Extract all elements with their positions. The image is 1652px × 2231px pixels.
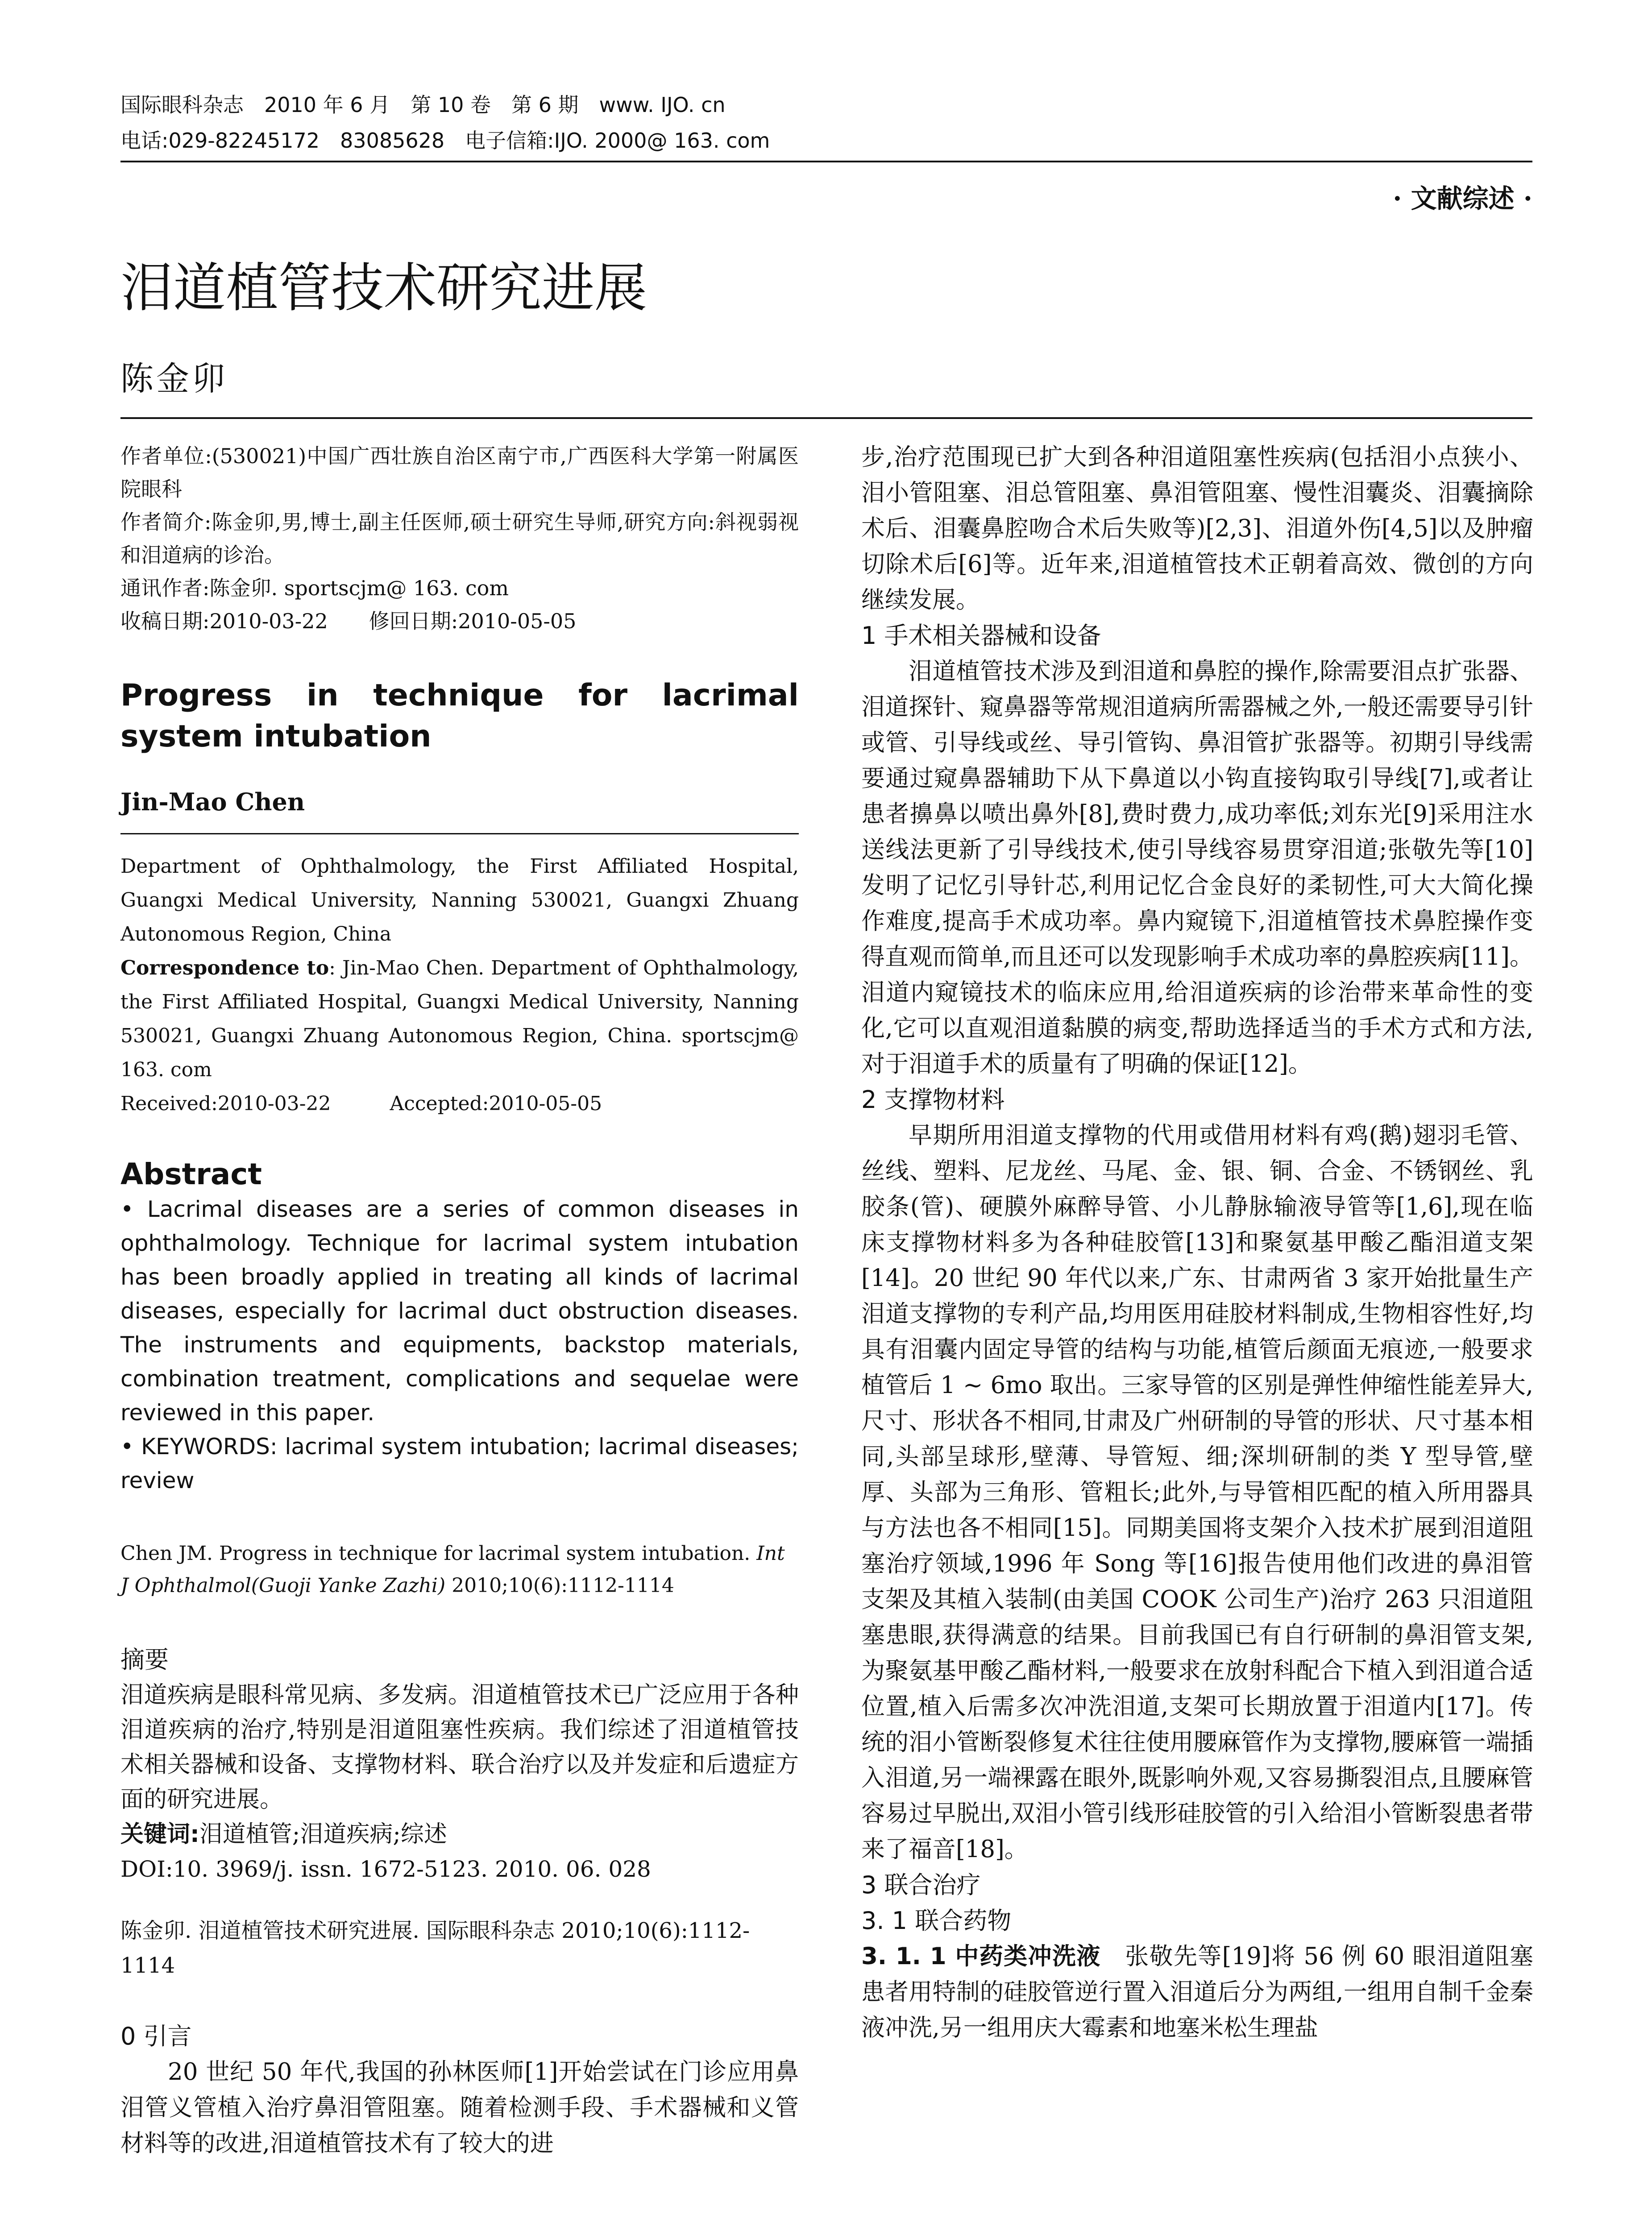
section-3-1-1-label: 3. 1. 1 中药类冲洗液 bbox=[861, 1943, 1101, 1970]
section-3-1-1-text: 张敬先等[19]将 56 例 60 眼泪道阻塞患者用特制的硅胶管逆行置入泪道后分为两组,一组用自制千金秦液冲洗,另一组用庆大霉素和地塞米松生理盐 bbox=[861, 1943, 1533, 2041]
section-1-paragraph: 泪道植管技术涉及到泪道和鼻腔的操作,除需要泪点扩张器、泪道探针、窥鼻器等常规泪道病所需器械之外,一般还需要导引针或管、引导线或丝、导引管钩、鼻泪管扩张器等。初期引导线需要通过窥鼻器辅助下从下鼻道以小钩直接钩取引导线[7],或者让患者擤鼻以喷出鼻外[8],费时费力,成功率低;刘东光[9]采用注水送线法更新了引导线技术,使引导线容易贯穿泪道;张敬先等[10]发明了记忆引导针芯,利用记忆合金良好的柔韧性,可大大简化操作难度,提高手术成功率。鼻内窥镜下,泪道植管技术鼻腔操作变得直观而简单,而且还可以发现影响手术成功率的鼻腔疾病[11]。泪道内窥镜技术的临床应用,给泪道疾病的诊治带来革命性的变化,它可以直观泪道黏膜的病变,帮助选择适当的手术方式和方法,对于泪道手术的质量有了明确的保证[12]。 bbox=[861, 658, 1533, 1078]
journal-header-line1: 国际眼科杂志 2010 年 6 月 第 10 卷 第 6 期 www. IJO. cn bbox=[120, 93, 726, 117]
section-3-heading: 3 联合治疗 bbox=[861, 1871, 981, 1899]
abstract-text: • Lacrimal diseases are a series of common diseases in ophthalmology. Technique for lacrimal system intubation has been broadly applied in treating all kinds of lacrimal diseases, especially for lacrimal duct obstruction diseases. The instruments and equipments, backstop materials, combination treatment, complications and sequelae were reviewed in this paper. bbox=[120, 1196, 799, 1426]
left-column bbox=[120, 440, 799, 2161]
citation-tail: 2010;10(6):1112-1114 bbox=[445, 1574, 674, 1597]
correspondence-label: Correspondence to bbox=[120, 957, 329, 979]
article-title: 泪道植管技术研究进展 bbox=[120, 257, 648, 319]
title-rule bbox=[120, 417, 1532, 419]
english-title bbox=[120, 675, 799, 757]
citation-plain: Chen JM. Progress in technique for lacrimal system intubation. bbox=[120, 1542, 757, 1565]
right-column bbox=[861, 440, 1533, 2046]
english-citation bbox=[120, 1538, 799, 1602]
chinese-abstract-text: 泪道疾病是眼科常见病、多发病。泪道植管技术已广泛应用于各种泪道疾病的治疗,特别是泪道阻塞性疾病。我们综述了泪道植管技术相关器械和设备、支撑物材料、联合治疗以及并发症和后遗症方面的研究进展。 bbox=[120, 1682, 799, 1813]
english-keywords: • KEYWORDS: lacrimal system intubation; lacrimal diseases; review bbox=[120, 1434, 799, 1493]
english-affiliation: Department of Ophthalmology, the First Affiliated Hospital, Guangxi Medical University, Nanning 530021, Guangxi Zhuang Autonomous Region, China bbox=[120, 855, 799, 945]
english-dates: Received:2010-03-22 Accepted:2010-05-05 bbox=[120, 1092, 602, 1115]
english-rule bbox=[120, 833, 799, 834]
chinese-keywords-label: 关键词: bbox=[120, 1821, 199, 1848]
correspondence-text: : Jin-Mao Chen. Department of Ophthalmology, the First Affiliated Hospital, Guangxi Medical University, Nanning 530021, Guangxi Zhuang Autonomous Region, China. sportscjm@ 163. com bbox=[120, 957, 799, 1081]
citation-journal: Int J Ophthalmol(Guoji Yanke Zazhi) bbox=[120, 1542, 785, 1597]
chinese-keywords bbox=[120, 1817, 799, 1852]
english-correspondence bbox=[120, 951, 799, 1087]
header-rule bbox=[120, 161, 1532, 162]
section-1-heading: 1 手术相关器械和设备 bbox=[861, 622, 1101, 650]
intro-paragraph: 20 世纪 50 年代,我国的孙林医师[1]开始尝试在门诊应用鼻泪管义管植入治疗鼻泪管阻塞。随着检测手段、手术器械和义管材料等的改进,泪道植管技术有了较大的进 bbox=[120, 2058, 799, 2157]
received-dates: 收稿日期:2010-03-22 修回日期:2010-05-05 bbox=[120, 609, 577, 633]
article-author: 陈金卯 bbox=[120, 360, 228, 398]
author-unit: 作者单位:(530021)中国广西壮族自治区南宁市,广西医科大学第一附属医院眼科 bbox=[120, 444, 799, 501]
section-2-heading: 2 支撑物材料 bbox=[861, 1086, 1005, 1114]
corresponding-author: 通讯作者:陈金卯. sportscjm@ 163. com bbox=[120, 576, 509, 600]
intro-continued: 步,治疗范围现已扩大到各种泪道阻塞性疾病(包括泪小点狭小、泪小管阻塞、泪总管阻塞、鼻泪管阻塞、慢性泪囊炎、泪囊摘除术后、泪囊鼻腔吻合术后失败等)[2,3]、泪道外伤[4,5]以及肿瘤切除术后[6]等。近年来,泪道植管技术正朝着高效、微创的方向继续发展。 bbox=[861, 444, 1533, 614]
english-author: Jin-Mao Chen bbox=[120, 788, 305, 816]
journal-header-line2: 电话:029-82245172 83085628 电子信箱:IJO. 2000@ 163. com bbox=[120, 129, 770, 153]
chinese-keywords-text: 泪道植管;泪道疾病;综述 bbox=[199, 1821, 447, 1848]
english-title-line2: system intubation bbox=[120, 719, 432, 754]
author-bio: 作者简介:陈金卯,男,博士,副主任医师,硕士研究生导师,研究方向:斜视弱视和泪道病的诊治。 bbox=[120, 510, 799, 567]
abstract-heading: Abstract bbox=[120, 1157, 262, 1191]
section-3-1-1-paragraph bbox=[861, 1939, 1533, 2046]
section-2-paragraph: 早期所用泪道支撑物的代用或借用材料有鸡(鹅)翅羽毛管、丝线、塑料、尼龙丝、马尾、金、银、铜、合金、不锈钢丝、乳胶条(管)、硬膜外麻醉导管、小儿静脉输液导管等[1,6],现在临床支撑物材料多为各种硅胶管[13]和聚氨基甲酸乙酯泪道支架[14]。20 世纪 90 年代以来,广东、甘肃两省 3 家开始批量生产泪道支撑物的专利产品,均用医用硅胶材料制成,生物相容性好,均具有泪囊内固定导管的结构与功能,植管后颜面无痕迹,一般要求植管后 1 ~ 6mo 取出。三家导管的区别是弹性伸缩性能差异大,尺寸、形状各不相同,甘肃及广州研制的导管的形状、尺寸基本相同,头部呈球形,壁薄、导管短、细;深圳研制的类 Y 型导管,壁厚、头部为三角形、管粗长;此外,与导管相匹配的植入所用器具与方法也各不相同[15]。同期美国将支架介入技术扩展到泪道阻塞治疗领域,1996 年 Song 等[16]报告使用他们改进的鼻泪管支架及其植入装制(由美国 COOK 公司生产)治疗 263 只泪道阻塞患眼,获得满意的结果。目前我国已有自行研制的鼻泪管支架,为聚氨基甲酸乙酯材料,一般要求在放射科配合下植入到泪道合适位置,植入后需多次冲洗泪道,支架可长期放置于泪道内[17]。传统的泪小管断裂修复术往往使用腰麻管作为支撑物,腰麻管一端插入泪道,另一端裸露在眼外,既影响外观,又容易撕裂泪点,且腰麻管容易过早脱出,双泪小管引线形硅胶管的引入给泪小管断裂患者带来了福音[18]。 bbox=[861, 1122, 1533, 1863]
english-title-line1: Progress in technique for lacrimal bbox=[120, 678, 799, 713]
section-tag: · 文献综述 · bbox=[1393, 183, 1532, 214]
chinese-abstract-heading: 摘要 bbox=[120, 1646, 169, 1674]
section-3-1-heading: 3. 1 联合药物 bbox=[861, 1907, 1012, 1935]
intro-heading: 0 引言 bbox=[120, 2022, 192, 2050]
doi: DOI:10. 3969/j. issn. 1672-5123. 2010. 06. 028 bbox=[120, 1856, 651, 1882]
chinese-citation: 陈金卯. 泪道植管技术研究进展. 国际眼科杂志 2010;10(6):1112-1114 bbox=[120, 1918, 750, 1978]
